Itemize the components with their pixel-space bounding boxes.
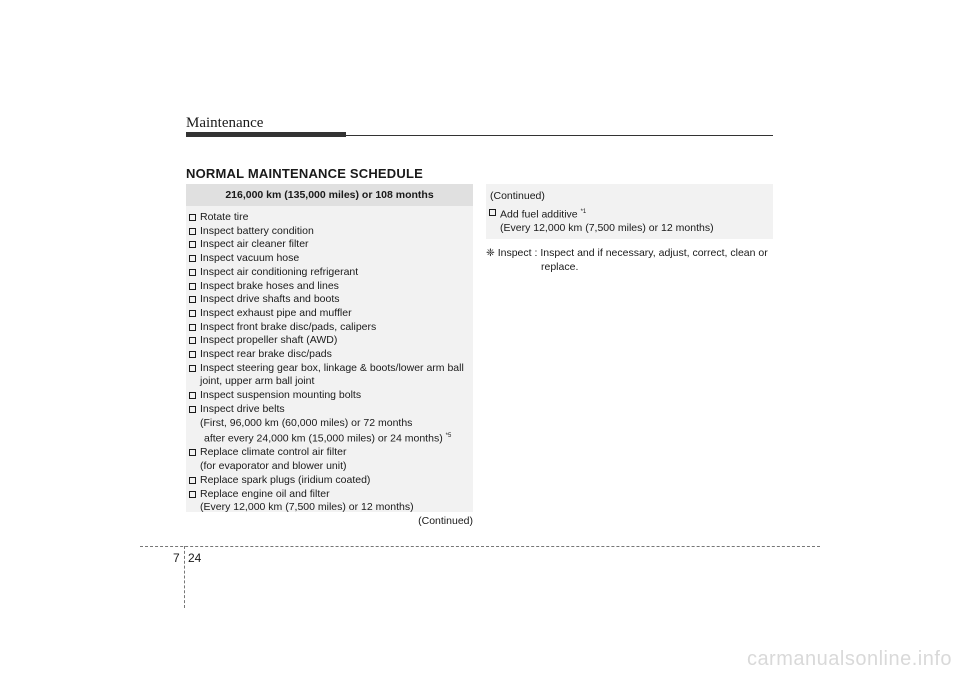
checkbox-icon bbox=[189, 241, 196, 248]
checklist-item: Inspect drive belts (First, 96,000 km (60,000 miles) or 72 months after every 24,000 km (15,000 miles) or 24 months) $^{*5}$ bbox=[189, 403, 473, 447]
footnote-marker: *1 bbox=[580, 209, 587, 215]
checklist-item: Rotate tire bbox=[189, 211, 473, 225]
checklist-item: Inspect steering gear box, linkage & boots/lower arm ball joint, upper arm ball joint bbox=[189, 362, 473, 389]
schedule-checklist-continued bbox=[486, 202, 773, 236]
inspect-definition-note: ❈ Inspect : Inspect and if necessary, adjust, correct, clean or replace. bbox=[486, 247, 768, 273]
checklist-item-note: (Every 12,000 km (7,500 miles) or 12 months) bbox=[500, 222, 714, 235]
checklist-item: Inspect brake hoses and lines bbox=[189, 280, 473, 294]
checklist-item-note: after every 24,000 km (15,000 miles) or 24 months) $^{*5}$ bbox=[204, 432, 452, 445]
checklist-item-note: (First, 96,000 km (60,000 miles) or 72 months bbox=[200, 416, 413, 429]
checkbox-icon bbox=[189, 491, 196, 498]
checklist-item: Inspect drive shafts and boots bbox=[189, 293, 473, 307]
checkbox-icon bbox=[189, 337, 196, 344]
checkbox-icon bbox=[189, 392, 196, 399]
continued-heading: (Continued) bbox=[490, 190, 545, 202]
checkbox-icon bbox=[189, 228, 196, 235]
checklist-item: Inspect propeller shaft (AWD) bbox=[189, 334, 473, 348]
checkbox-icon bbox=[189, 477, 196, 484]
checklist-item: Replace engine oil and filter (Every 12,000 km (7,500 miles) or 12 months) bbox=[189, 488, 473, 515]
schedule-interval-heading: 216,000 km (135,000 miles) or 108 months bbox=[186, 184, 473, 206]
schedule-panel-right bbox=[486, 184, 773, 239]
checklist-item: Inspect rear brake disc/pads bbox=[189, 348, 473, 362]
checkbox-icon bbox=[189, 255, 196, 262]
checklist-item: Inspect vacuum hose bbox=[189, 252, 473, 266]
checkbox-icon bbox=[189, 283, 196, 290]
checkbox-icon bbox=[489, 209, 496, 216]
checklist-item: Inspect air conditioning refrigerant bbox=[189, 266, 473, 280]
checklist-item: Add fuel additive $^{*1}$ (Every 12,000 km (7,500 miles) or 12 months) bbox=[489, 206, 773, 236]
checklist-item: Inspect suspension mounting bolts bbox=[189, 389, 473, 403]
checkbox-icon bbox=[189, 310, 196, 317]
checklist-item: Inspect exhaust pipe and muffler bbox=[189, 307, 473, 321]
page-title: NORMAL MAINTENANCE SCHEDULE bbox=[186, 166, 423, 181]
checklist-item-continuation: joint, upper arm ball joint bbox=[200, 375, 315, 388]
checklist-item: Inspect air cleaner filter bbox=[189, 238, 473, 252]
section-header-title: Maintenance bbox=[186, 115, 264, 131]
checklist-item: Replace climate control air filter (for evaporator and blower unit) bbox=[189, 446, 473, 473]
checkbox-icon bbox=[189, 324, 196, 331]
checklist-item: Replace spark plugs (iridium coated) bbox=[189, 474, 473, 488]
chapter-number: 7 bbox=[173, 551, 180, 565]
footer-vertical-divider bbox=[184, 546, 185, 608]
checkbox-icon bbox=[189, 214, 196, 221]
page-number: 24 bbox=[188, 551, 202, 565]
footnote-marker: *5 bbox=[445, 433, 452, 440]
checklist-item: Inspect battery condition bbox=[189, 225, 473, 239]
checkbox-icon bbox=[189, 269, 196, 276]
checklist-item: Inspect front brake disc/pads, calipers bbox=[189, 321, 473, 335]
continued-label: (Continued) bbox=[418, 515, 473, 527]
checklist-item-note: (Every 12,000 km (7,500 miles) or 12 months) bbox=[200, 501, 414, 514]
schedule-panel-left bbox=[186, 184, 473, 512]
footer-divider bbox=[140, 546, 820, 547]
header-rule-thin bbox=[346, 135, 773, 136]
schedule-checklist bbox=[186, 206, 473, 515]
watermark-text: carmanualsonline.info bbox=[746, 648, 952, 670]
checkbox-icon bbox=[189, 351, 196, 358]
checkbox-icon bbox=[189, 365, 196, 372]
checkbox-icon bbox=[189, 449, 196, 456]
checkbox-icon bbox=[189, 296, 196, 303]
checkbox-icon bbox=[189, 406, 196, 413]
checklist-item-note: (for evaporator and blower unit) bbox=[200, 460, 347, 473]
header-rule-thick bbox=[186, 132, 346, 137]
